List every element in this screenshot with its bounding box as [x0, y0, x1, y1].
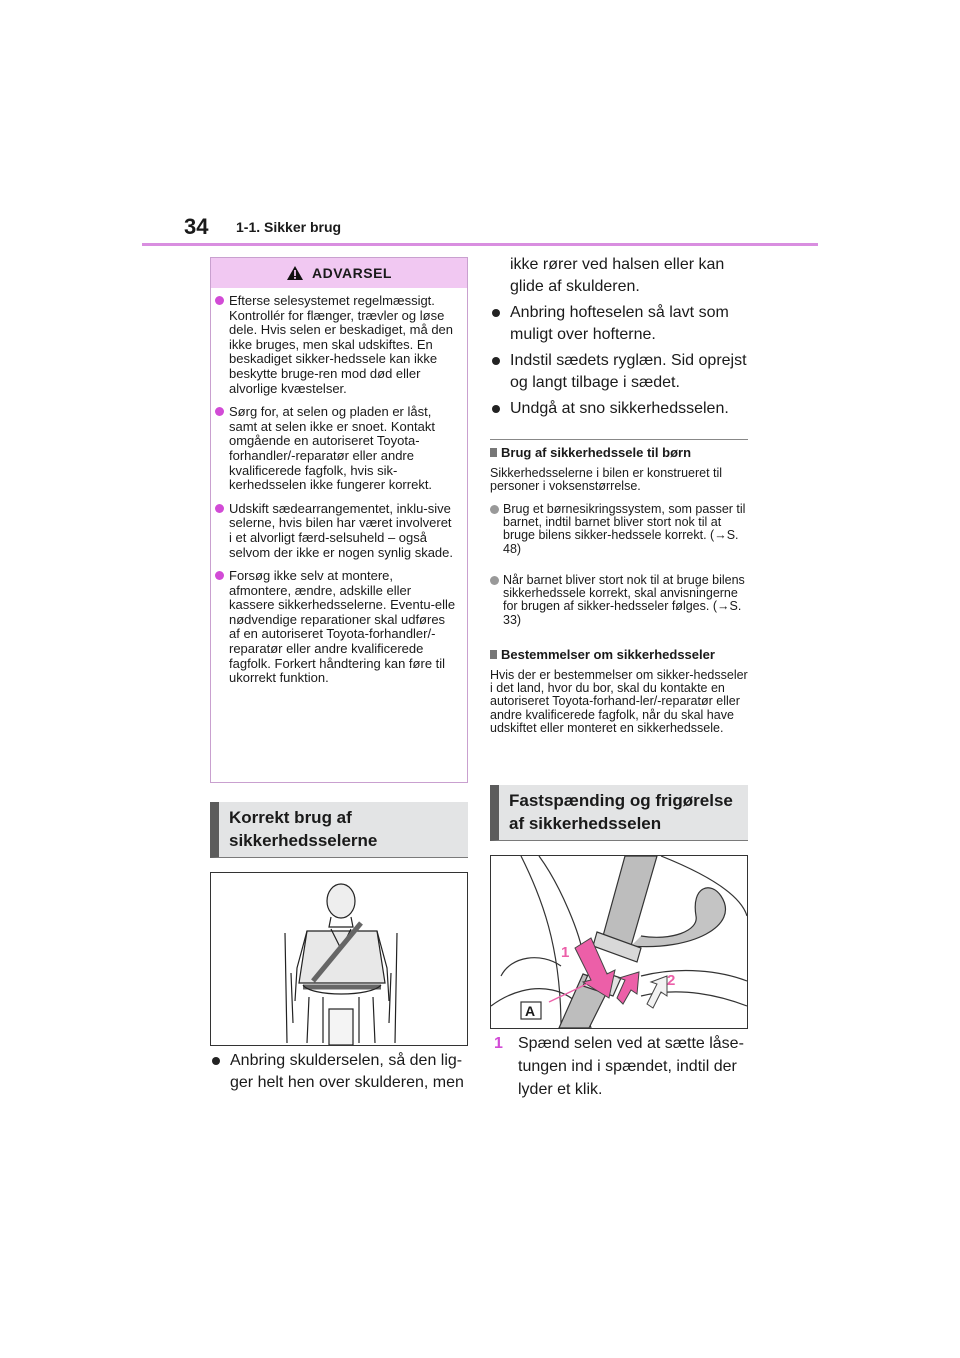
square-bullet-icon — [490, 448, 497, 457]
step-item: 1 Spænd selen ved at sætte låse-tungen ind i spændet, indtil der lyder et klik. — [494, 1032, 748, 1101]
section-heading-correct-use: Korrekt brug af sikkerhedsselerne — [210, 802, 468, 858]
bullet-dot-icon — [492, 309, 500, 317]
page-number: 34 — [184, 214, 209, 239]
seatbelt-wearing-illustration — [210, 872, 468, 1046]
bullet-dot-icon — [215, 296, 224, 305]
header-rule — [142, 243, 818, 246]
label-a: A — [525, 1003, 536, 1019]
bullet-dot-icon — [215, 407, 224, 416]
seated-person-icon — [211, 873, 467, 1045]
list-item: Undgå at sno sikkerhedsselen. — [492, 398, 748, 420]
section-heading-fastening: Fastspænding og frigørelse af sikkerhedsselen — [490, 785, 748, 841]
bullet-dot-icon — [492, 405, 500, 413]
arrow-up-icon — [647, 976, 667, 1008]
warning-box — [210, 257, 468, 783]
list-item: Anbring hofteselen så lavt som muligt over hofterne. — [492, 302, 748, 346]
warning-item: Efterse selesystemet regelmæssigt. Kontrollér for flænger, trævler og løse dele. Hvis selen er beskadiget, må den ikke bruges, men skal udskiftes. En beskadiget sikker-hedssele kan ikke beskytte bruge-ren mod død eller alvorlige kvæstelser. — [211, 294, 467, 396]
section-label: 1-1. Sikker brug — [236, 219, 342, 235]
list-item: Indstil sædets ryglæn. Sid oprejst og langt tilbage i sædet. — [492, 350, 748, 394]
warning-title: ADVARSEL — [312, 265, 392, 281]
arrow-2-down-icon — [617, 972, 639, 1004]
warning-triangle-icon — [286, 265, 304, 281]
callout-2: 2 — [667, 972, 676, 989]
divider — [490, 439, 748, 440]
list-item: Når barnet bliver stort nok til at bruge bilens sikkerhedssele korrekt, skal anvisningerne for brugen af sikker-hedsseler følges. (→S. 33) — [490, 574, 750, 627]
bullet-dot-icon — [215, 571, 224, 580]
list-item: Anbring skulderselen, så den lig-ger helt hen over skulderen, men — [212, 1050, 468, 1094]
warning-item: Forsøg ikke selv at montere, afmontere, ændre, adskille eller kassere sikkerhedsselerne. Eventu-elle nødvendige reparationer skal udføres af en autoriseret Toyota-forhandler/-reparatør eller andre kvalificerede fagfolk. Forkert håndtering kan føre til ukorrekt funktion. — [211, 569, 467, 686]
paragraph: Sikkerhedsselerne i bilen er konstrueret til personer i voksenstørrelse. — [490, 466, 723, 494]
warning-header — [211, 258, 467, 288]
bullet-dot-icon — [492, 357, 500, 365]
warning-item: Udskift sædearrangementet, inklu-sive selerne, hvis bilen har været involveret i et alvorligt færd-selsuheld – også selvom der ikke er nogen synlig skade. — [211, 502, 467, 560]
paragraph: Hvis der er bestemmelser om sikker-hedsseler i det land, hvor du bor, skal du kontakte en autoriseret Toyota-forhand-ler/-reparatør eller andre kvalificerede fagfolk, når du skal have udskiftet eller monteret en sikkerhedssele. — [490, 668, 748, 735]
bullet-dot-icon — [215, 504, 224, 513]
bullet-dot-icon — [490, 505, 499, 514]
buckle-illustration — [490, 855, 748, 1029]
list-item: Brug et børnesikringssystem, som passer til barnet, indtil barnet bliver stort nok til at bruge bilens sikker-hedssele korrekt. (→S. 48) — [490, 503, 750, 556]
subheading-regulations: Bestemmelser om sikkerhedsseler — [490, 647, 715, 662]
subheading-children: Brug af sikkerhedssele til børn — [490, 445, 691, 460]
warning-item: Sørg for, at selen og pladen er låst, samt at selen ikke er snoet. Kontakt omgående en autoriseret Toyota-forhandler/-reparatør eller andre kvalificerede fagfolk, hvis sik-kerhedsselen ikke fungerer korrekt. — [211, 405, 467, 493]
step-number: 1 — [494, 1035, 503, 1052]
square-bullet-icon — [490, 650, 497, 659]
list-item-continuation: ikke rører ved halsen eller kan glide af skulderen. — [510, 256, 725, 295]
bullet-dot-icon — [212, 1057, 220, 1065]
callout-1: 1 — [561, 944, 570, 961]
bullet-dot-icon — [490, 576, 499, 585]
